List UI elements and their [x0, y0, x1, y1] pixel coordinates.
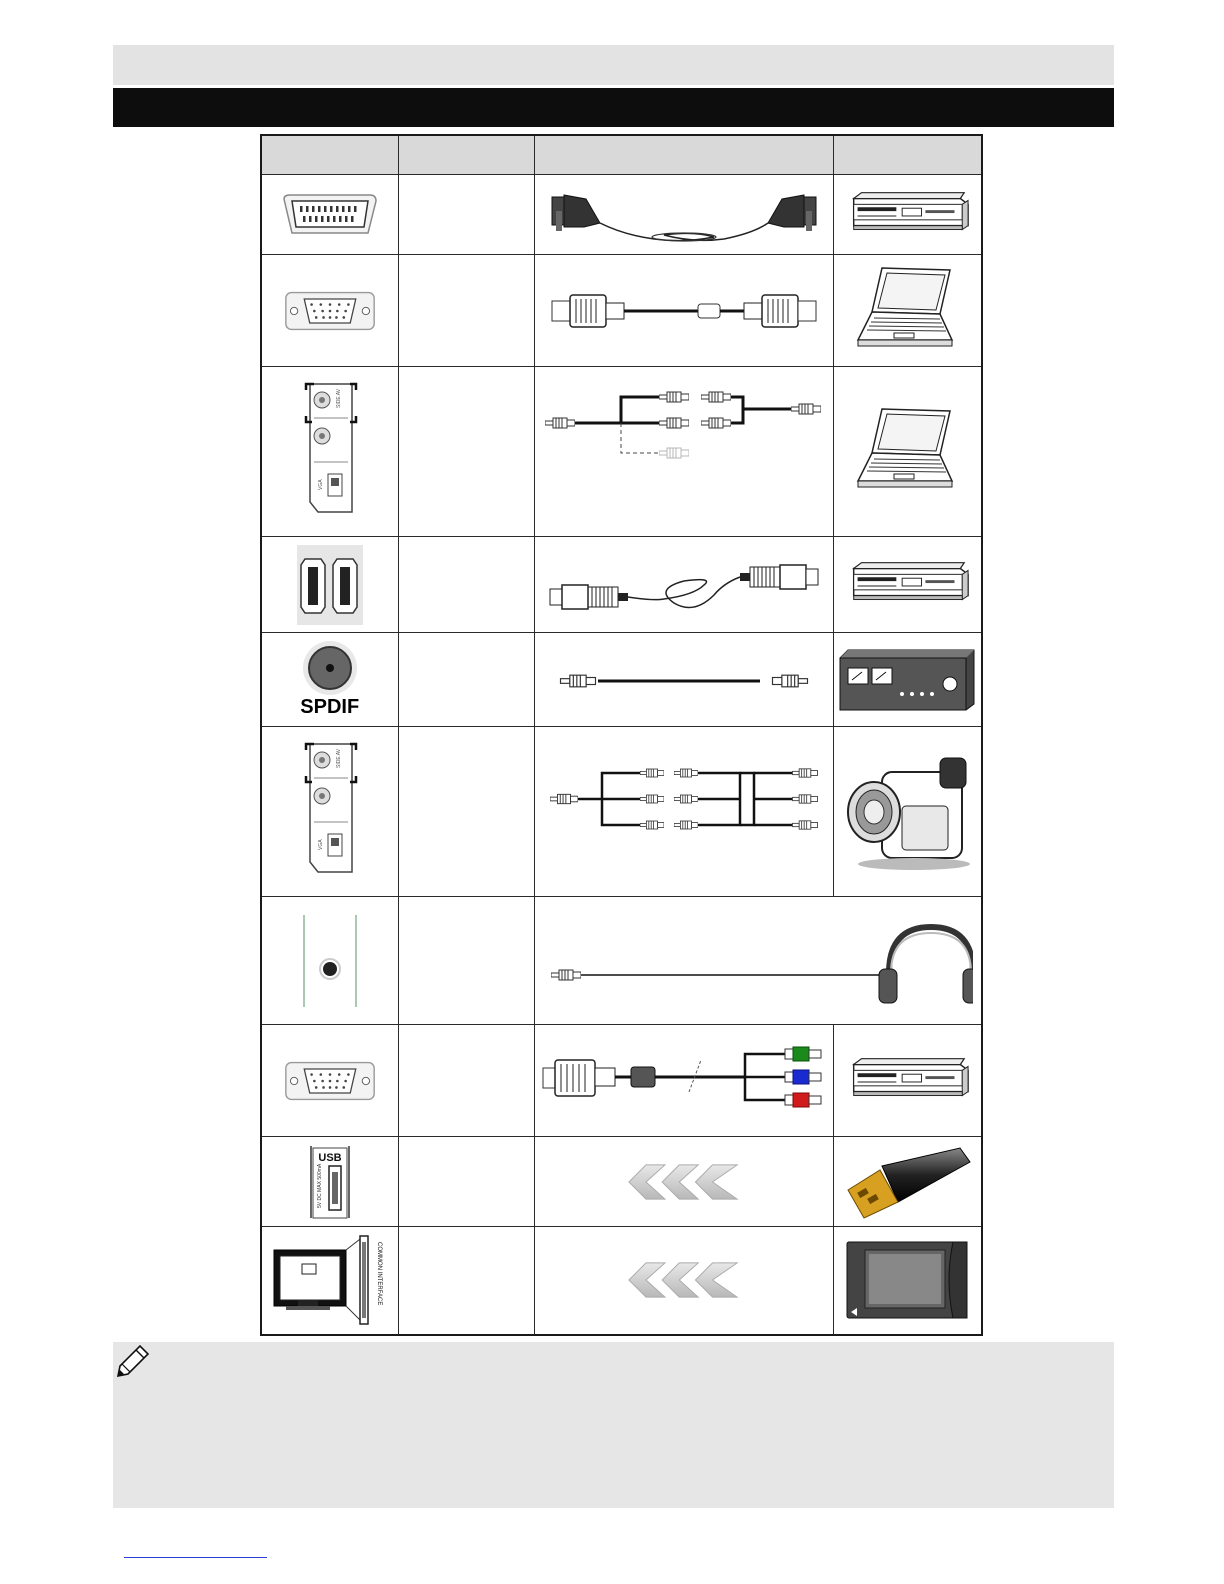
device-cell: [833, 1025, 982, 1137]
header-connector: [261, 135, 398, 175]
type-cell: [398, 367, 534, 537]
table-row: [261, 1227, 982, 1335]
cable-cell: [534, 1227, 833, 1335]
cable-cell: [534, 537, 833, 633]
connector-cell: [261, 633, 398, 727]
camcorder-icon: [844, 752, 970, 872]
connector-cell: [261, 897, 398, 1025]
device-cell: [833, 1137, 982, 1227]
vga-port-icon: [284, 290, 376, 332]
type-cell: [398, 1227, 534, 1335]
table-row: [261, 537, 982, 633]
device-cell: [833, 537, 982, 633]
cable-cell: [534, 255, 833, 367]
header-type: [398, 135, 534, 175]
type-cell: [398, 1025, 534, 1137]
connector-cell: [261, 1227, 398, 1335]
table-row: [261, 727, 982, 897]
laptop-icon: [852, 266, 962, 356]
cable-cell: [534, 1137, 833, 1227]
spdif-label: SPDIF: [300, 696, 360, 718]
side-av-panel-icon: [300, 382, 360, 522]
svg-text:5V DC MAX 500mA: 5V DC MAX 500mA: [316, 1163, 323, 1208]
usb-port-icon: [307, 1144, 353, 1220]
usb-label: USB: [318, 1151, 342, 1164]
av-cable-icon: [544, 767, 824, 831]
table-row: [261, 367, 982, 537]
header-device: [833, 135, 982, 175]
cable-cell: [534, 175, 833, 255]
pc-audio-cable-icon: [539, 385, 829, 465]
device-cell: [833, 367, 982, 537]
connector-cell: [261, 727, 398, 897]
insert-arrows-icon: [626, 1163, 742, 1201]
device-cell: [833, 255, 982, 367]
side-av-panel-icon: [300, 742, 360, 882]
ci-module-icon: [845, 1240, 969, 1320]
type-cell: [398, 727, 534, 897]
usb-stick-icon: [842, 1144, 972, 1220]
connector-cell: [261, 1025, 398, 1137]
dvd-recorder-icon: [844, 560, 970, 610]
type-cell: [398, 255, 534, 367]
table-row: [261, 633, 982, 727]
table-row: [261, 1025, 982, 1137]
headphone-cable-icon: [543, 913, 973, 1009]
cable-cell: [534, 897, 982, 1025]
table-header-row: [261, 135, 982, 175]
table-row: [261, 1137, 982, 1227]
header-cables: [534, 135, 833, 175]
tv-back-ci-slot-icon: [272, 1234, 388, 1326]
connector-cell: [261, 255, 398, 367]
header-band: [113, 45, 1114, 85]
type-cell: [398, 633, 534, 727]
spdif-port-icon: [300, 640, 360, 696]
page-title-bar: [113, 88, 1114, 127]
connector-cell: [261, 1137, 398, 1227]
headphones-icon: [879, 927, 973, 1003]
footer-link-underline: [124, 1557, 267, 1558]
cable-cell: [534, 727, 833, 897]
scart-socket-icon: [280, 193, 380, 237]
connector-cell: [261, 175, 398, 255]
type-cell: [398, 175, 534, 255]
dvd-recorder-icon: [844, 1056, 970, 1106]
table-row: [261, 255, 982, 367]
cable-cell: [534, 367, 833, 537]
table-row: [261, 897, 982, 1025]
hdmi-ports-icon: [297, 545, 363, 625]
type-cell: [398, 537, 534, 633]
note-box: [113, 1342, 1114, 1508]
insert-arrows-icon: [626, 1261, 742, 1299]
cable-cell: [534, 633, 833, 727]
device-cell: [833, 1227, 982, 1335]
connection-table: [260, 134, 983, 1336]
dvd-recorder-icon: [844, 190, 970, 240]
vga-port-icon: [284, 1060, 376, 1102]
table-row: [261, 175, 982, 255]
device-cell: [833, 633, 982, 727]
laptop-icon: [852, 407, 962, 497]
coaxial-cable-icon: [554, 665, 814, 695]
hdmi-cable-icon: [544, 555, 824, 615]
headphone-jack-icon: [300, 913, 360, 1009]
type-cell: [398, 1137, 534, 1227]
pencil-note-icon: [116, 1342, 154, 1378]
cable-cell: [534, 1025, 833, 1137]
device-cell: [833, 175, 982, 255]
type-cell: [398, 897, 534, 1025]
device-cell: [833, 727, 982, 897]
audio-amplifier-icon: [838, 648, 976, 712]
connector-cell: [261, 367, 398, 537]
connector-cell: [261, 537, 398, 633]
vga-cable-icon: [548, 291, 820, 331]
ci-slot-label: COMMON INTERFACE: [375, 1242, 382, 1306]
scart-cable-icon: [544, 183, 824, 247]
ypbpr-cable-icon: [539, 1046, 829, 1116]
